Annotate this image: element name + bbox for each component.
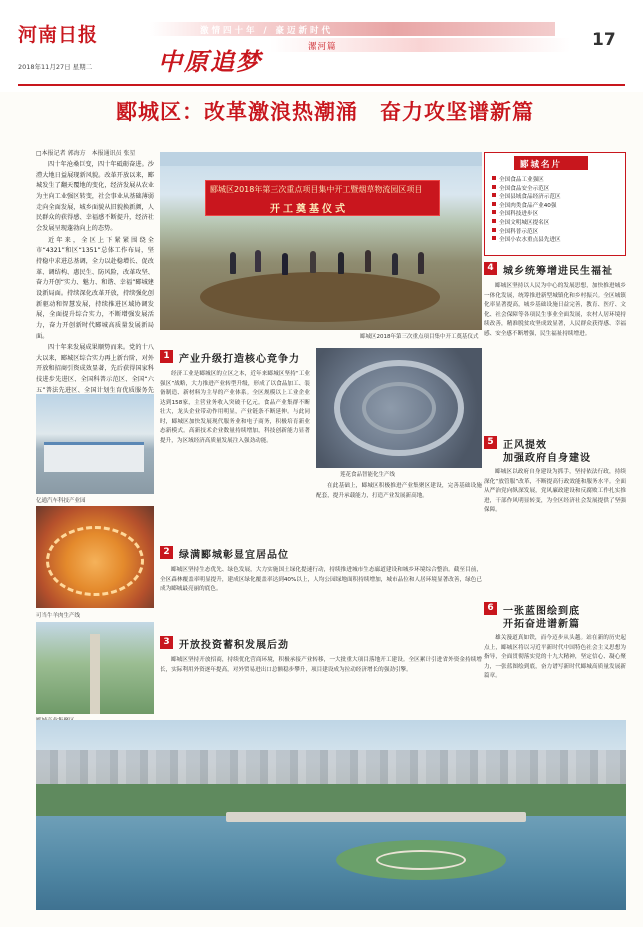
section-number: 4 <box>484 262 497 275</box>
byline: □本报记者 郭海方 本报通讯员 张星 <box>36 150 136 157</box>
sidebar-title: 郾城名片 <box>520 160 563 170</box>
person-figure <box>282 253 288 275</box>
section-5-header <box>484 436 626 464</box>
honor-item: 全国科普示范区 <box>492 227 622 236</box>
bullet-icon <box>492 193 496 197</box>
section-3-body: 郾城区坚持开放招商，持续优化营商环境，积极承接产业转移，一大批重大项目落地开工建设。全区累计引进省外资金持续增长，实际利用外资逐年提高，对外贸易进出口总额稳步攀升，项目建设成为拉动经济增长的强劲引擎。 <box>160 657 482 673</box>
factory-photo-caption: 莲花食品智能化生产线 <box>340 472 396 478</box>
section-title: 正风提效 <box>503 440 547 451</box>
city-panorama-photo <box>36 720 626 910</box>
section-4-body: 郾城区坚持以人民为中心的发展思想，加快推进城乡一体化发展，统筹推进新型城镇化和乡村振兴。全区城镇化率显著提高，城乡基础设施日益完善，教育、医疗、文化、社会保障等各项民生事业全面发展，农村人居环境持续改善，精准脱贫攻坚成效显著，人民群众获得感、幸福感、安全感不断增强，民生福祉持续增进。 <box>484 283 626 337</box>
bullet-icon <box>492 236 496 240</box>
top-photo-caption: 郾城区2018年第三次重点项目集中开工奠基仪式 <box>360 334 479 340</box>
honor-item: 全国文明城区提名区 <box>492 218 622 227</box>
groundbreaking-photo <box>160 152 482 330</box>
factory-building <box>44 442 144 472</box>
river <box>36 816 626 910</box>
section-subtitle: 开拓奋进谱新篇 <box>503 619 580 630</box>
newspaper-logo: 河南日报 <box>18 24 99 46</box>
slogan-text: 激情四十年 / 豪迈新时代 <box>200 26 334 36</box>
section-6-header <box>484 602 626 630</box>
section-number: 3 <box>160 636 173 649</box>
headline: 郾城区：改革激浪热潮涌 奋力攻坚谱新篇 <box>116 99 534 124</box>
section-2-body: 郾城区坚持生态优先、绿色发展，大力实施国土绿化提速行动，持续推进城市生态廊道建设和城乡环境综合整治。截至目前，全区森林覆盖率明显提升，建成区绿化覆盖率达到40%以上，人均公园绿地面积持续增加，城市品位和人居环境显著改善，绿色已成为郾城最亮丽的底色。 <box>160 567 482 592</box>
lead-paragraph-1: 四十年沧桑巨变，四十年砥砺奋进。沙澧大地日益展现新风貌。改革开放以来，郾城发生了翻天覆地的变化，经济发展从农业为主向工业强区转变，社会事业从基础薄弱走向全面发展，城乡面貌从旧貌换新颜，人民群众的获得感、幸福感不断提升，经济社会发展呈现蓬勃向上的态势。 <box>36 161 154 232</box>
honor-item: 全国科技进步区 <box>492 209 622 218</box>
section-4-header <box>484 262 626 276</box>
honor-item: 全国食品安全示范区 <box>492 184 622 193</box>
photo-caption-2: 可当牛羊肉生产线 <box>36 613 81 619</box>
person-figure <box>392 253 398 275</box>
section-5-body: 郾城区以政府自身建设为抓手，坚持依法行政，持续深化“放管服”改革，不断提高行政效能和服务水平。全面从严治党向纵深发展，党风廉政建设和反腐败工作扎实推进，干部作风明显转变，为全区经济社会发展提供了坚强保障。 <box>484 469 626 513</box>
bullet-icon <box>492 185 496 189</box>
section-title: 产业升级打造核心竞争力 <box>179 354 300 365</box>
section-name: 漯河篇 <box>308 42 337 52</box>
lead-paragraph-3: 四十年来发展成果顺势而来。党的十八大以来，郾城区综合实力再上新台阶，对外开放和招商引资成效显著，先后获得国家科技进步先进区、全国科普示范区、全国“六五”普法先进区、全国计划生育优质服务先 <box>36 344 154 394</box>
bullet-icon <box>492 202 496 206</box>
person-figure <box>365 250 371 272</box>
section-1-body-cont: 在此基础上，郾城区积极推进产业集聚区建设，完善基础设施配套，提升承载能力，打造产业发展新高地。 <box>316 483 482 499</box>
bullet-icon <box>492 210 496 214</box>
section-number: 1 <box>160 350 173 363</box>
person-figure <box>230 252 236 274</box>
industrial-park-photo <box>36 394 154 494</box>
section-3-header <box>160 636 360 650</box>
bullet-icon <box>492 176 496 180</box>
bullet-icon <box>492 228 496 232</box>
bridge <box>226 812 526 822</box>
section-number: 5 <box>484 436 497 449</box>
person-figure <box>338 252 344 274</box>
section-title: 开放投资蓄积发展后劲 <box>179 640 289 651</box>
production-ring <box>46 526 144 596</box>
section-title: 城乡统筹增进民生福祉 <box>503 266 613 277</box>
section-number: 6 <box>484 602 497 615</box>
banner-line-2: 开工奠基仪式 <box>270 204 348 215</box>
soil-mound <box>200 272 440 322</box>
production-line-photo <box>36 506 154 608</box>
masthead-rule <box>18 84 625 86</box>
section-title: 绿满郾城彰显宜居品位 <box>179 550 289 561</box>
column-name: 中原追梦 <box>158 47 262 76</box>
sky-area <box>160 152 482 166</box>
section-subtitle: 加强政府自身建设 <box>503 453 591 464</box>
honor-item: 全国县域食品经济示范区 <box>492 192 622 201</box>
conveyor-inner <box>362 382 436 434</box>
section-2-header <box>160 546 360 560</box>
photo-caption-1: 亿通汽车科技产业园 <box>36 498 86 504</box>
bullet-icon <box>492 219 496 223</box>
aerial-cluster-photo <box>36 622 154 714</box>
section-number: 2 <box>160 546 173 559</box>
city-skyline <box>36 750 626 786</box>
person-figure <box>418 252 424 274</box>
banner-line-1: 郾城区2018年第三次重点项目集中开工暨烟草物流园区项目 <box>210 185 423 194</box>
honor-item: 全国肉类食品产业40强 <box>492 201 622 210</box>
section-6-body: 雄关漫道真如铁，而今迈步从头越。站在新的历史起点上，郾城区将以习近平新时代中国特色社会主义思想为指导，全面贯彻落实党的十九大精神，坚定信心、凝心聚力，一张蓝图绘到底，奋力谱写新时代郾城高质量发展新篇章。 <box>484 635 626 679</box>
section-1-body: 经济工业是郾城区的立区之本，近年来郾城区坚持“工业强区”战略，大力推进产业转型升级，形成了以食品加工、装备制造、新材料为主导的产业体系。全区规模以上工业企业达到158家，主营业务收入突破千亿元。食品产业集群不断壮大，龙头企业带动作用明显，产业链条不断延伸。与此同时，郾城区加快发展现代服务业和电子商务，积极培育新业态新模式。高新技术企业数量持续增加，科技创新能力显著提升，为区域经济高质量发展注入强劲动能。 <box>160 371 310 444</box>
honor-item: 全国小农水重点县先进区 <box>492 235 622 244</box>
honor-list <box>492 175 622 244</box>
person-figure <box>310 251 316 273</box>
page-number: 17 <box>592 30 616 50</box>
section-title: 一张蓝图绘到底 <box>503 606 580 617</box>
lead-paragraph-2: 近年来，全区上下紧紧围绕全市“4321”和区“1351”总体工作布局，坚持稳中求进总基调，全力以赴稳增长、促改革、调结构、惠民生、防风险，改革攻坚、奋力开创“实力、魅力、和谐、幸福”郾城建设新局面。持续深化改革开放，持续强化创新驱动和智慧发展，持续推进区域协调发展，全面提升综合实力，不断增强发展活力，奋力开创新时代郾城高质量发展新局面。 <box>36 236 154 340</box>
issue-date: 2018年11月27日 星期二 <box>18 63 93 71</box>
road <box>90 634 100 714</box>
island-path <box>376 850 466 870</box>
factory-ring-photo <box>316 348 482 468</box>
person-figure <box>255 250 261 272</box>
honor-item: 全国食品工业强区 <box>492 175 622 184</box>
